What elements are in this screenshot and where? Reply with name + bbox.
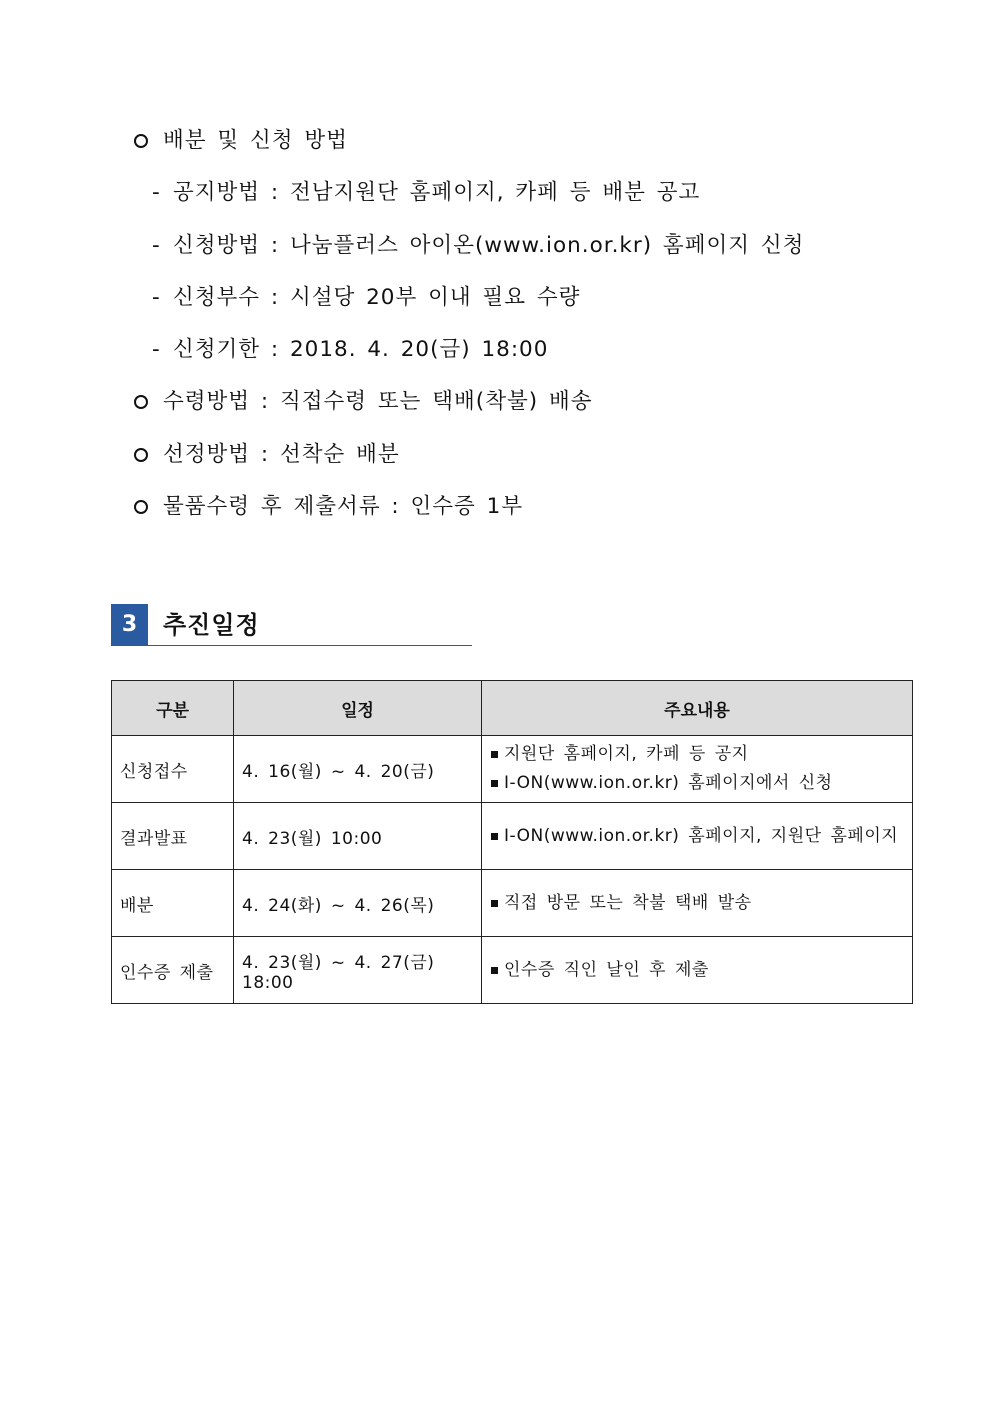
bullet-text: 선정방법 : 선착순 배분	[163, 441, 400, 467]
table-header-row	[112, 681, 913, 736]
header-category: 구분	[112, 681, 234, 736]
section-number: 3	[111, 604, 148, 646]
content-item	[490, 889, 904, 918]
content-text: I-ON(www.ion.or.kr) 홈페이지, 지원단 홈페이지	[504, 825, 899, 846]
content-item	[490, 956, 904, 985]
cell-category: 결과발표	[112, 803, 234, 870]
header-contents: 주요내용	[482, 681, 913, 736]
cell-date: 4. 24(화) ~ 4. 26(목)	[234, 870, 482, 937]
main-bullet	[130, 122, 910, 174]
cell-category: 인수증 제출	[112, 937, 234, 1004]
sub-bullet	[130, 331, 910, 383]
main-bullet	[130, 383, 910, 435]
cell-date: 4. 23(월) ~ 4. 27(금) 18:00	[234, 937, 482, 1004]
bullet-text: 신청부수 : 시설당 20부 이내 필요 수량	[173, 284, 581, 310]
sub-bullet	[130, 227, 910, 279]
square-bullet-icon	[491, 751, 498, 758]
content-text: 지원단 홈페이지, 카페 등 공지	[504, 744, 749, 764]
table-row	[112, 937, 913, 1004]
circle-bullet-icon	[134, 134, 148, 148]
content-text: I-ON(www.ion.or.kr) 홈페이지에서 신청	[504, 773, 833, 793]
square-bullet-icon	[491, 780, 498, 787]
cell-contents	[482, 937, 913, 1004]
table-row	[112, 870, 913, 937]
bullet-text: 신청방법 : 나눔플러스 아이온(www.ion.or.kr) 홈페이지 신청	[173, 232, 805, 258]
dash-marker: -	[152, 232, 160, 258]
dash-marker: -	[152, 284, 160, 310]
circle-bullet-icon	[134, 395, 148, 409]
bullet-text: 수령방법 : 직접수령 또는 택배(착불) 배송	[163, 389, 593, 415]
cell-category: 신청접수	[112, 736, 234, 803]
main-bullet	[130, 488, 910, 540]
cell-contents	[482, 870, 913, 937]
dash-marker: -	[152, 180, 160, 206]
header-date: 일정	[234, 681, 482, 736]
content-text: 직접 방문 또는 착불 택배 발송	[504, 892, 752, 913]
square-bullet-icon	[491, 967, 498, 974]
sub-bullet	[130, 174, 910, 226]
section-title: 추진일정	[163, 611, 260, 639]
main-bullet	[130, 436, 910, 488]
cell-date: 4. 16(월) ~ 4. 20(금)	[234, 736, 482, 803]
sub-bullet	[130, 279, 910, 331]
table-row	[112, 736, 913, 803]
circle-bullet-icon	[134, 448, 148, 462]
bullet-text: 배분 및 신청 방법	[163, 128, 348, 153]
distribution-list	[130, 122, 910, 540]
cell-date: 4. 23(월) 10:00	[234, 803, 482, 870]
content-text: 인수증 직인 날인 후 제출	[504, 959, 709, 980]
bullet-text: 공지방법 : 전남지원단 홈페이지, 카페 등 배분 공고	[173, 180, 701, 206]
content-item	[490, 740, 904, 769]
table-row	[112, 803, 913, 870]
content-item	[490, 769, 904, 798]
square-bullet-icon	[491, 900, 498, 907]
schedule-table	[111, 680, 913, 1004]
section-underline	[148, 645, 472, 646]
cell-contents	[482, 736, 913, 803]
bullet-text: 신청기한 : 2018. 4. 20(금) 18:00	[173, 337, 549, 363]
square-bullet-icon	[491, 833, 498, 840]
circle-bullet-icon	[134, 500, 148, 514]
bullet-text: 물품수령 후 제출서류 : 인수증 1부	[163, 494, 524, 520]
cell-contents	[482, 803, 913, 870]
content-item	[490, 822, 904, 851]
section-header	[111, 604, 472, 646]
cell-category: 배분	[112, 870, 234, 937]
dash-marker: -	[152, 337, 160, 363]
